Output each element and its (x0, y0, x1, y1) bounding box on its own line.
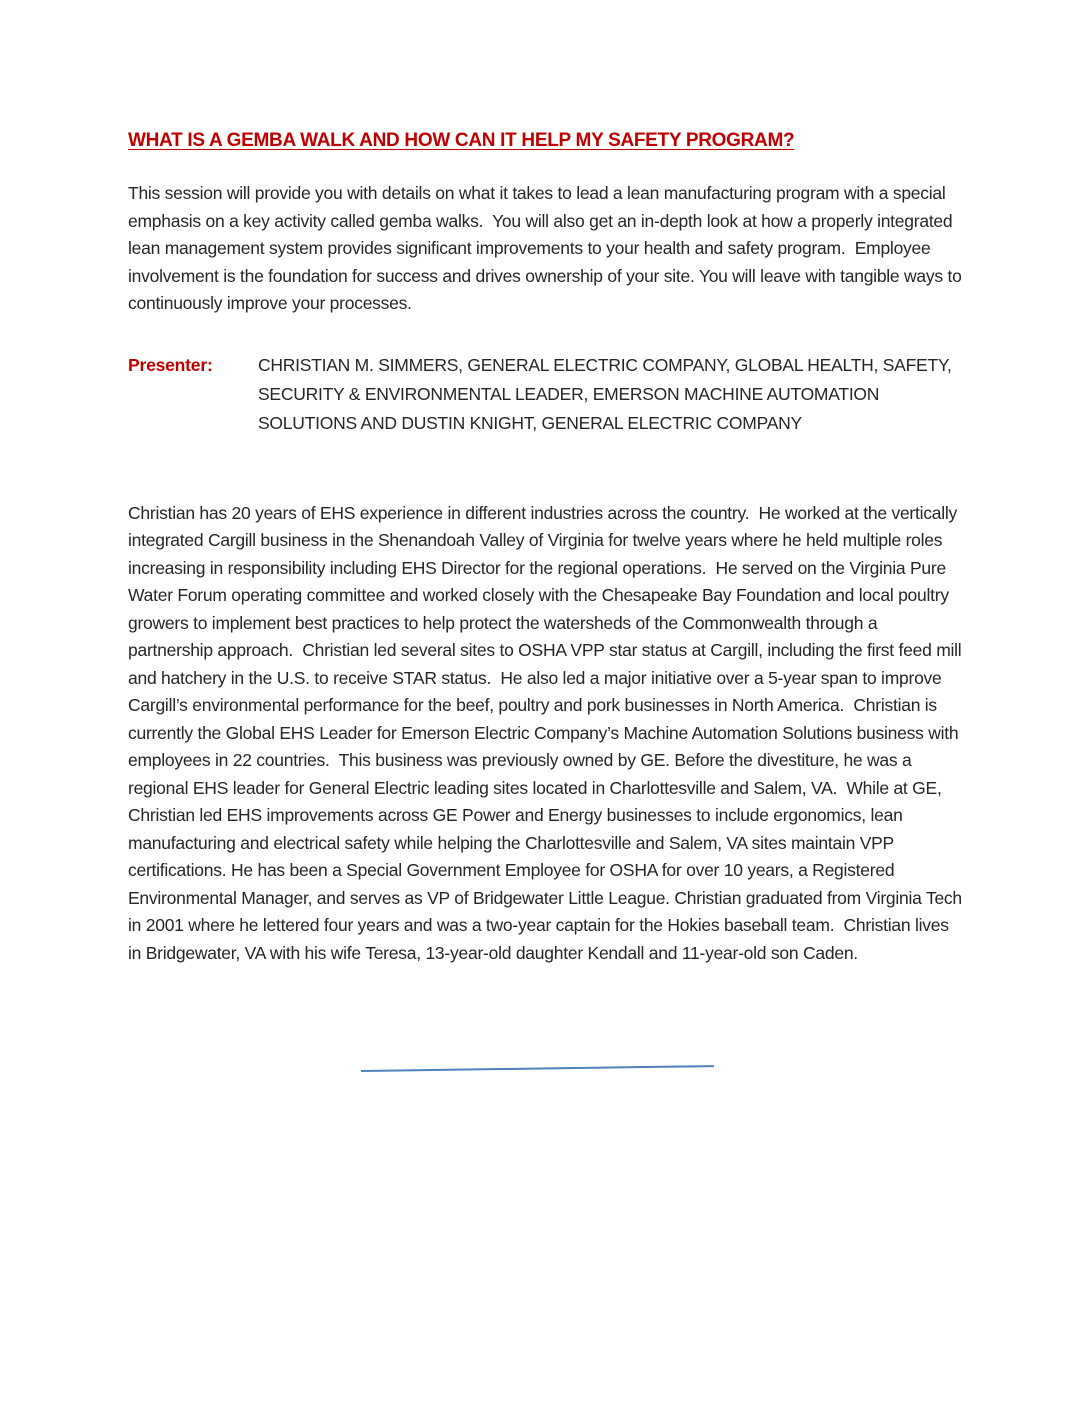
session-description: This session will provide you with details on what it takes to lead a lean manufacturing program with a special emphasis on a key activity called gemba walks. You will also get an in-depth look at how a properly integrated lean management system provides significant improvements to your health and safety program. Employee involvement is the foundation for success and drives ownership of your site. You will leave with tangible ways to continuously improve your processes. (128, 183, 967, 313)
session-title: WHAT IS A GEMBA WALK AND HOW CAN IT HELP MY SAFETY PROGRAM? (128, 130, 795, 151)
presenter-names: CHRISTIAN M. SIMMERS, GENERAL ELECTRIC COMPANY, GLOBAL HEALTH, SAFETY, SECURITY & ENVIRONMENTAL LEADER, EMERSON MACHINE AUTOMATION SOLUTIONS AND DUSTIN KNIGHT, GENERAL ELECTRIC COMPANY (258, 354, 957, 433)
presenter-bio: Christian has 20 years of EHS experience in different industries across the country. He worked at the vertically integrated Cargill business in the Shenandoah Valley of Virginia for twelve years where he held multiple roles increasing in responsibility including EHS Director for the regional operations. He served on the Virginia Pure Water Forum operating committee and worked closely with the Chesapeake Bay Foundation and local poultry growers to implement best practices to help protect the watersheds of the Commonwealth through a partnership approach. Christian led several sites to OSHA VPP star status at Cargill, including the first feed mill and hatchery in the U.S. to receive STAR status. He also led a major initiative over a 5-year span to improve Cargill’s environmental performance for the beef, poultry and pork businesses in North America. Christian is currently the Global EHS Leader for Emerson Electric Company’s Machine Automation Solutions business with employees in 22 countries. This business was previously owned by GE. Before the divestiture, he was a regional EHS leader for General Electric leading sites located in Charlottesville and Salem, VA. While at GE, Christian led EHS improvements across GE Power and Energy businesses to include ergonomics, lean manufacturing and electrical safety while helping the Charlottesville and Salem, VA sites maintain VPP certifications. He has been a Special Government Employee for OSHA for over 10 years, a Registered Environmental Manager, and serves as VP of Bridgewater Little League. Christian graduated from Virginia Tech in 2001 where he lettered four years and was a two-year captain for the Hokies baseball team. Christian lives in Bridgewater, VA with his wife Teresa, 13-year-old daughter Kendall and 11-year-old son Caden. (128, 502, 967, 963)
signature-divider-line (361, 1065, 714, 1072)
document-content (128, 130, 967, 967)
presenter-block (128, 351, 964, 438)
presenter-label: Presenter: (128, 354, 213, 375)
